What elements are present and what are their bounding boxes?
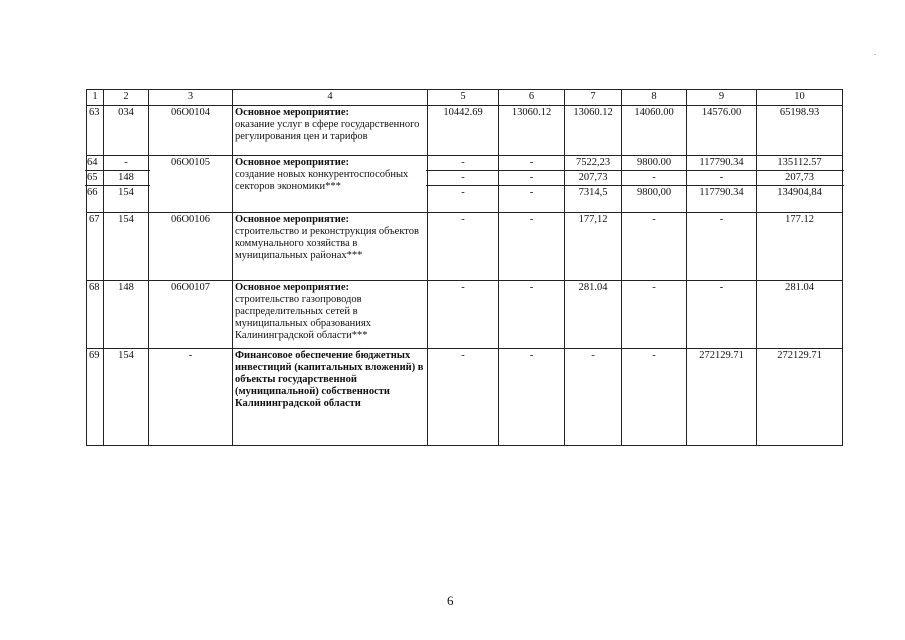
value-col5: -	[461, 187, 465, 198]
value-col8: 9800.00	[620, 156, 688, 171]
value-col10: 65198.93	[757, 106, 843, 156]
value-col9: 14576.00	[687, 106, 757, 156]
program-code: 06О0104	[149, 106, 233, 156]
value-col9-group	[687, 156, 757, 213]
row-number: 63	[87, 106, 104, 156]
row-number-group	[87, 156, 104, 213]
col-header-9: 9	[687, 90, 757, 106]
activity-title: Основное мероприятие:	[235, 107, 350, 118]
value-col10: 281.04	[757, 281, 843, 349]
value-col6: -	[497, 156, 566, 171]
value-col7: 7314,5	[578, 187, 608, 198]
value-col5-group	[428, 156, 499, 213]
value-col5: -	[426, 156, 500, 171]
value-col10-group	[757, 156, 843, 213]
value-col5: -	[428, 349, 499, 446]
corner-mark: .	[874, 48, 876, 57]
activity-text: создание новых конкурентоспособных секторов экономики***	[235, 169, 409, 192]
value-col10: 207,73	[755, 171, 844, 186]
program-code: 06О0105	[149, 156, 233, 213]
value-col6: -	[497, 171, 566, 186]
col-header-6: 6	[499, 90, 565, 106]
value-col7: 207,73	[563, 171, 623, 186]
value-col8: 14060.00	[622, 106, 687, 156]
admin-code: 148	[104, 281, 149, 349]
value-col9: 272129.71	[687, 349, 757, 446]
value-col10: 272129.71	[757, 349, 843, 446]
value-col5: -	[428, 213, 499, 281]
activity-text: Финансовое обеспечение бюджетных инвестиций (капитальных вложений) в объекты государственной (муниципальной) собственности Калининградской области	[235, 350, 424, 409]
admin-code: 154	[118, 187, 134, 198]
admin-code-group	[104, 156, 149, 213]
value-col6: -	[529, 187, 534, 198]
row-number: 67	[87, 213, 104, 281]
admin-code: -	[102, 156, 150, 171]
table-row	[87, 349, 843, 446]
value-col8: -	[622, 213, 687, 281]
col-header-10: 10	[757, 90, 843, 106]
col-header-1: 1	[87, 90, 104, 106]
header-row	[87, 90, 843, 106]
value-col6: -	[499, 281, 565, 349]
value-col7: 177,12	[565, 213, 622, 281]
value-col10: 177.12	[757, 213, 843, 281]
activity-text: строительство газопроводов распределительных сетей в муниципальных образованиях Калининградской области***	[235, 294, 371, 341]
value-col5: -	[426, 171, 500, 186]
row-number: 68	[87, 281, 104, 349]
activity-text: строительство и реконструкция объектов коммунального хозяйства в муниципальных районах***	[235, 226, 419, 261]
col-header-2: 2	[104, 90, 149, 106]
col-header-3: 3	[149, 90, 233, 106]
table-row-group	[87, 156, 843, 213]
value-col7: 7522,23	[563, 156, 623, 171]
admin-code: 154	[104, 349, 149, 446]
value-col8: -	[620, 171, 688, 186]
value-col7: -	[565, 349, 622, 446]
row-number: 69	[87, 349, 104, 446]
value-col7: 13060.12	[565, 106, 622, 156]
activity-title: Основное мероприятие:	[235, 157, 350, 168]
value-col10: 134904,84	[777, 187, 822, 198]
value-col10: 135112.57	[755, 156, 844, 171]
page-number: 6	[447, 593, 454, 608]
col-header-4: 4	[233, 90, 428, 106]
value-col5: -	[428, 281, 499, 349]
value-col7-group	[565, 156, 622, 213]
value-col9: 117790.34	[685, 156, 758, 171]
admin-code: 034	[104, 106, 149, 156]
value-col5: 10442.69	[428, 106, 499, 156]
value-col6: 13060.12	[499, 106, 565, 156]
program-code: 06О0106	[149, 213, 233, 281]
description-cell	[233, 106, 428, 156]
value-col8: -	[622, 281, 687, 349]
admin-code: 148	[102, 171, 150, 186]
value-col6-group	[499, 156, 565, 213]
description-cell	[233, 349, 428, 446]
value-col8: 9800,00	[636, 187, 672, 198]
budget-table	[86, 89, 843, 446]
value-col9: -	[687, 281, 757, 349]
table-row	[87, 106, 843, 156]
activity-text: оказание услуг в сфере государственного регулирования цен и тарифов	[235, 119, 420, 142]
value-col7: 281.04	[565, 281, 622, 349]
program-code: 06О0107	[149, 281, 233, 349]
description-cell	[233, 156, 428, 213]
description-cell	[233, 281, 428, 349]
admin-code: 154	[104, 213, 149, 281]
value-col8: -	[622, 349, 687, 446]
col-header-8: 8	[622, 90, 687, 106]
value-col9: -	[687, 213, 757, 281]
value-col9: -	[685, 171, 758, 186]
value-col6: -	[499, 213, 565, 281]
col-header-7: 7	[565, 90, 622, 106]
row-number: 65	[85, 171, 105, 186]
value-col8-group	[622, 156, 687, 213]
col-header-5: 5	[428, 90, 499, 106]
table-row	[87, 281, 843, 349]
activity-title: Основное мероприятие:	[235, 214, 350, 225]
row-number: 64	[85, 156, 105, 171]
table-row	[87, 213, 843, 281]
description-cell	[233, 213, 428, 281]
value-col6: -	[499, 349, 565, 446]
program-code: -	[149, 349, 233, 446]
activity-title: Основное мероприятие:	[235, 282, 350, 293]
value-col9: 117790.34	[699, 187, 744, 198]
row-number: 66	[87, 187, 98, 198]
